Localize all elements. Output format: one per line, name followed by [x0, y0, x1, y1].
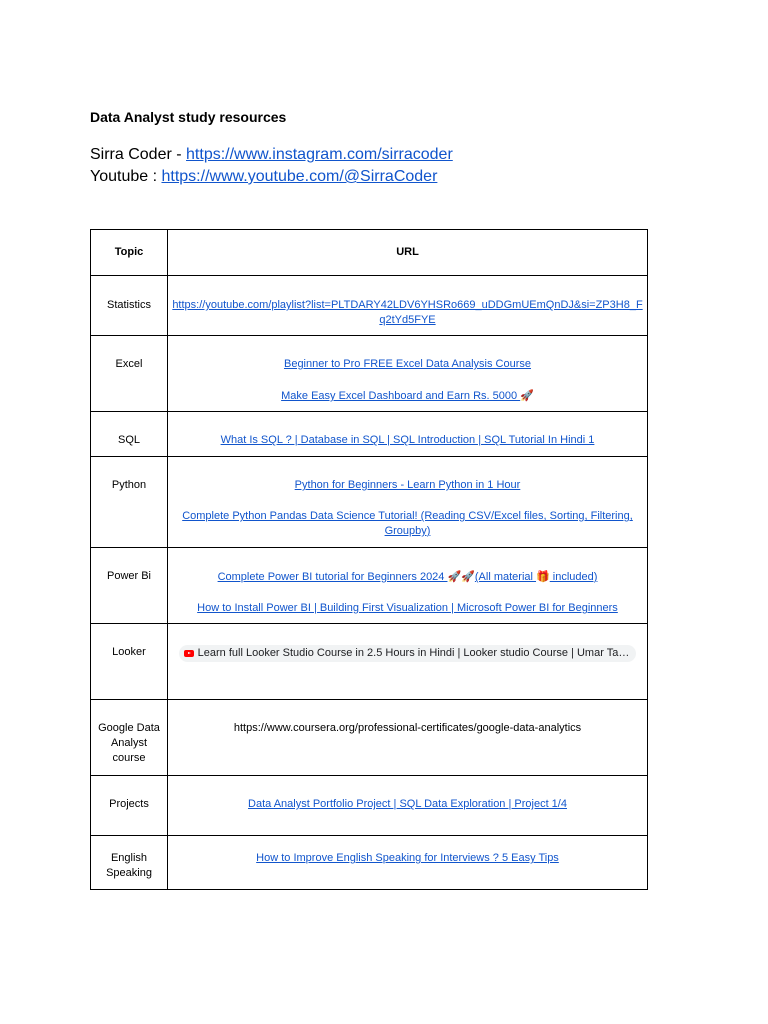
table-row [91, 412, 648, 457]
rocket-icon[interactable]: 🚀🚀 [447, 570, 475, 583]
table-row [91, 836, 648, 890]
url-cell-google [168, 700, 648, 776]
english-speaking-link[interactable]: How to Improve English Speaking for Interviews ? 5 Easy Tips [256, 852, 559, 864]
instagram-line [90, 146, 453, 164]
table-row [91, 336, 648, 412]
instagram-label: Sirra Coder - [90, 146, 187, 163]
topic-google: Google Data Analyst course [91, 700, 168, 776]
url-cell-projects [168, 776, 648, 836]
resources-table [90, 229, 648, 890]
sql-intro-link[interactable]: What Is SQL ? | Database in SQL | SQL Introduction | SQL Tutorial In Hindi 1 [220, 434, 595, 446]
topic-header: Topic [91, 230, 168, 276]
table-header-row [91, 230, 648, 276]
gift-icon[interactable]: 🎁 [536, 570, 550, 583]
table-row [91, 624, 648, 700]
url-cell-powerbi [168, 548, 648, 624]
portfolio-project-link[interactable]: Data Analyst Portfolio Project | SQL Data Exploration | Project 1/4 [248, 798, 567, 810]
url-cell-sql [168, 412, 648, 457]
python-beginners-link[interactable]: Python for Beginners - Learn Python in 1 Hour [294, 479, 521, 491]
powerbi-included-link[interactable]: included) [549, 571, 598, 583]
powerbi-material-link[interactable]: (All material [474, 571, 537, 583]
url-header: URL [168, 230, 648, 276]
looker-chip-label: Learn full Looker Studio Course in 2.5 Hours in Hindi | Looker studio Course | Umar Ta… [197, 647, 630, 659]
topic-sql: SQL [91, 412, 168, 457]
url-cell-looker [168, 624, 648, 700]
excel-dashboard-link[interactable]: Make Easy Excel Dashboard and Earn Rs. 5000 [281, 390, 521, 402]
powerbi-install-link[interactable]: How to Install Power BI | Building First Visualization | Microsoft Power BI for Beginners [197, 602, 618, 614]
topic-statistics: Statistics [91, 276, 168, 336]
table-row [91, 276, 648, 336]
topic-looker: Looker [91, 624, 168, 700]
table-row [91, 457, 648, 548]
looker-video-chip[interactable] [179, 645, 637, 662]
table-row [91, 548, 648, 624]
url-cell-python [168, 457, 648, 548]
document-title: Data Analyst study resources [90, 109, 287, 125]
youtube-label: Youtube : [90, 168, 162, 185]
url-cell-statistics [168, 276, 648, 336]
python-pandas-link[interactable]: Complete Python Pandas Data Science Tutorial! (Reading CSV/Excel files, Sorting, Filtering, Groupby) [182, 510, 633, 537]
powerbi-tutorial-line [172, 569, 643, 585]
topic-excel: Excel [91, 336, 168, 412]
powerbi-tutorial-link[interactable]: Complete Power BI tutorial for Beginners 2024 [217, 571, 448, 583]
topic-python: Python [91, 457, 168, 548]
instagram-link[interactable]: https://www.instagram.com/sirracoder [186, 146, 453, 163]
topic-projects: Projects [91, 776, 168, 836]
url-cell-english [168, 836, 648, 890]
url-cell-excel [168, 336, 648, 412]
table-row [91, 776, 648, 836]
topic-english: English Speaking [91, 836, 168, 890]
coursera-url-text: https://www.coursera.org/professional-certificates/google-data-analytics [233, 722, 582, 734]
statistics-playlist-link[interactable]: https://youtube.com/playlist?list=PLTDARY42LDV6YHSRo669_uDDGmUEmQnDJ&si=ZP3H8_Fq2tYd5FYE [172, 299, 643, 326]
youtube-line [90, 168, 437, 186]
excel-dashboard-line [172, 388, 643, 404]
youtube-channel-link[interactable]: https://www.youtube.com/@SirraCoder [161, 168, 438, 185]
table-row [91, 700, 648, 776]
youtube-icon [184, 650, 194, 657]
rocket-icon[interactable]: 🚀 [520, 389, 534, 402]
topic-powerbi: Power Bi [91, 548, 168, 624]
excel-course-link[interactable]: Beginner to Pro FREE Excel Data Analysis Course [283, 358, 531, 370]
